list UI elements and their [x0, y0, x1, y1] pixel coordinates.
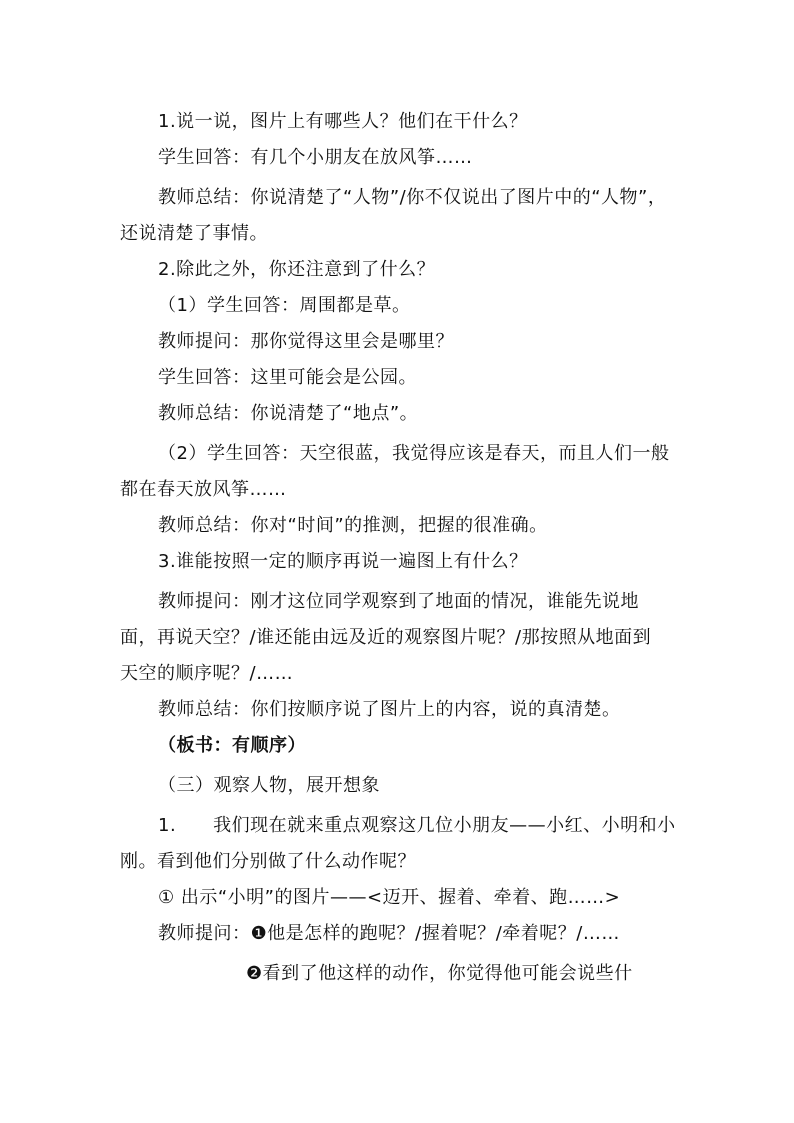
teacher-summary-3: 教师总结：你对“时间”的推测，把握的很准确。	[158, 515, 548, 536]
teacher-question-3-cont: 面，再说天空？/谁还能由远及近的观察图片呢？/那按照从地面到	[120, 627, 652, 648]
teacher-summary-4: 教师总结：你们按顺序说了图片上的内容，说的真清楚。	[158, 699, 621, 720]
item-1-cont: 刚。看到他们分别做了什么动作呢？	[120, 851, 416, 872]
board-note: （板书：有顺序）	[158, 735, 306, 756]
teacher-question-2: 教师提问：那你觉得这里会是哪里？	[158, 331, 454, 352]
teacher-summary-1: 教师总结：你说清楚了“人物”/你不仅说出了图片中的“人物”，	[158, 187, 667, 208]
student-answer-2-2: 学生回答：这里可能会是公园。	[158, 367, 417, 388]
student-answer-2-3-cont: 都在春天放风筝……	[120, 479, 287, 500]
student-answer-1: 学生回答：有几个小朋友在放风筝……	[158, 147, 473, 168]
teacher-question-4: 教师提问：❶他是怎样的跑呢？/握着呢？/牵着呢？/……	[158, 923, 620, 944]
question-1: 1.说一说，图片上有哪些人？他们在干什么？	[158, 111, 528, 132]
teacher-question-4-part2: ❷看到了他这样的动作，你觉得他可能会说些什	[246, 963, 633, 984]
teacher-summary-1-cont: 还说清楚了事情。	[120, 223, 268, 244]
student-answer-2-3: （2）学生回答：天空很蓝，我觉得应该是春天，而且人们一般	[158, 443, 670, 464]
show-picture-xiaoming: ① 出示“小明”的图片——<迈开、握着、牵着、跑……>	[158, 887, 621, 908]
teacher-summary-2: 教师总结：你说清楚了“地点”。	[158, 403, 419, 424]
student-answer-2-1: （1）学生回答：周围都是草。	[158, 295, 411, 316]
item-1: 1. 我们现在就来重点观察这几位小朋友——小红、小明和小	[158, 815, 676, 836]
question-2: 2.除此之外，你还注意到了什么？	[158, 259, 436, 280]
section-heading-3: （三）观察人物，展开想象	[158, 775, 380, 796]
teacher-question-3: 教师提问：刚才这位同学观察到了地面的情况，谁能先说地	[158, 591, 639, 612]
question-3: 3.谁能按照一定的顺序再说一遍图上有什么？	[158, 551, 528, 572]
teacher-question-3-cont2: 天空的顺序呢？/……	[120, 663, 294, 684]
